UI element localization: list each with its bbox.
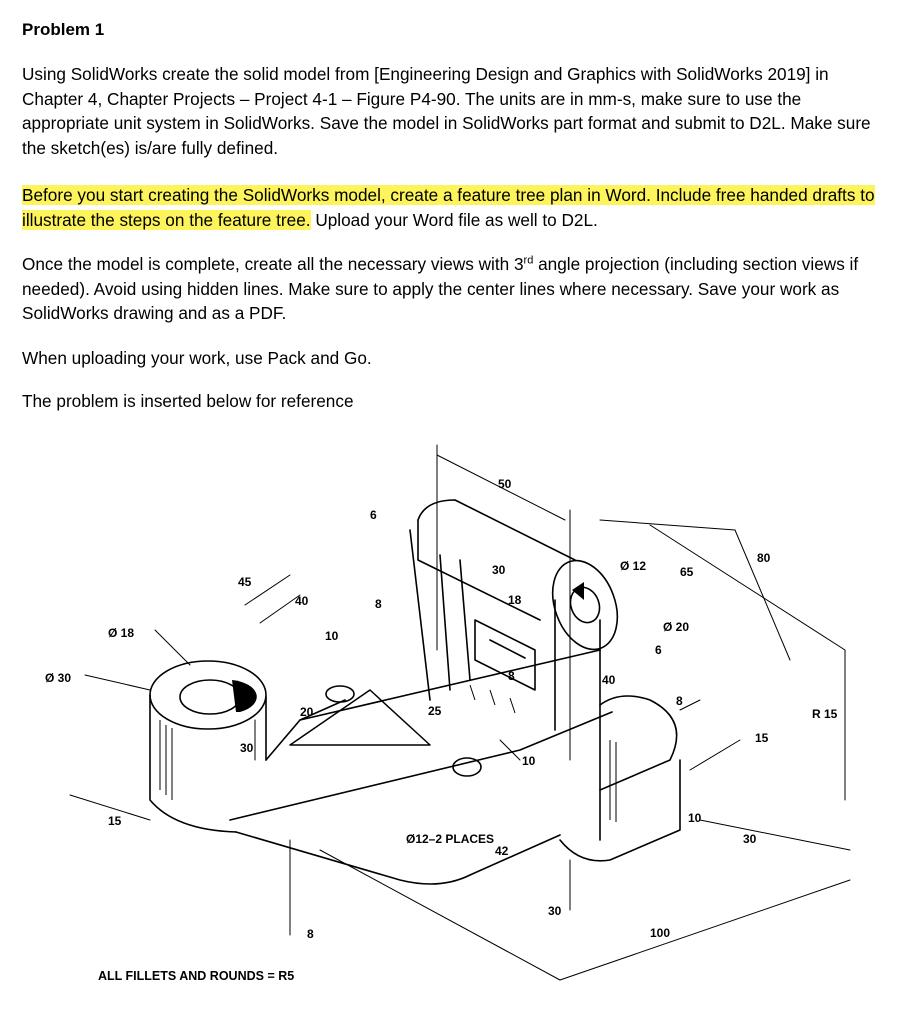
dim-40-right: 40 [602, 673, 616, 687]
ordinal-superscript: rd [523, 254, 534, 267]
dim-dia-30: Ø 30 [45, 671, 72, 685]
left-boss-hole [180, 680, 240, 714]
dim-30-right: 30 [743, 832, 757, 846]
problem-title: Problem 1 [22, 20, 105, 39]
instructions-paragraph: Using SolidWorks create the solid model from [Engineering Design and Graphics with SolidWorks 2019] in Chapter 4, Chapter Projects – Project 4-1 – Figure P4-90. The units are in mm-s, make sure to use the appropriate unit system in SolidWorks. Save the model in SolidWorks part format and submit to D2L. Make sure the sketch(es) is/are fully defined. [22, 64, 871, 158]
dim-dia-12-two-places: Ø12–2 PLACES [406, 832, 495, 846]
dim-42: 42 [495, 844, 509, 858]
views-text-b: angle projection (including section views if needed). Avoid using hidden lines. Make sure to apply the center lines where necessary. Save your work as SolidWorks drawing and as a PDF. [22, 254, 859, 323]
dim-30-top: 30 [492, 563, 506, 577]
feature-tree-paragraph [22, 183, 892, 232]
dim-25: 25 [428, 704, 442, 718]
drawing-views-paragraph [22, 252, 892, 326]
dim-10-left: 10 [325, 629, 339, 643]
dim-20: 20 [300, 705, 314, 719]
dim-100: 100 [650, 926, 671, 940]
dim-65: 65 [680, 565, 694, 579]
dim-dia-20: Ø 20 [663, 620, 690, 634]
dim-6-right: 6 [655, 643, 662, 657]
dim-10-right: 10 [688, 811, 702, 825]
dim-8-slot: 8 [508, 669, 515, 683]
dim-15-right: 15 [755, 731, 769, 745]
dim-6-top: 6 [370, 508, 377, 522]
dim-45: 45 [238, 575, 252, 589]
dim-dia-12-top: Ø 12 [620, 559, 647, 573]
fillets-note: ALL FILLETS AND ROUNDS = R5 [98, 969, 295, 983]
isometric-drawing-figure [40, 425, 900, 1020]
dim-10-center: 10 [522, 754, 536, 768]
dim-8-leg: 8 [375, 597, 382, 611]
dim-r15: R 15 [812, 707, 838, 721]
dim-15-left: 15 [108, 814, 122, 828]
dim-50: 50 [498, 477, 512, 491]
views-text-a: Once the model is complete, create all the necessary views with 3 [22, 254, 524, 274]
dim-40-left: 40 [295, 594, 309, 608]
highlighted-text: Before you start creating the SolidWorks model, create a feature tree plan in Word. Include free handed drafts to illustrate the steps on the feature tree. [22, 185, 875, 230]
dim-8-right: 8 [676, 694, 683, 708]
pack-and-go-paragraph: When uploading your work, use Pack and Go. [22, 348, 372, 368]
dim-8-bottom: 8 [307, 927, 314, 941]
dim-30-bottom: 30 [548, 904, 562, 918]
dim-80: 80 [757, 551, 771, 565]
dim-18-slot: 18 [508, 593, 522, 607]
dim-30-vertical: 30 [240, 741, 254, 755]
dim-dia-18: Ø 18 [108, 626, 135, 640]
reference-paragraph: The problem is inserted below for reference [22, 391, 354, 411]
isometric-drawing [40, 425, 900, 1020]
upload-text: Upload your Word file as well to D2L. [310, 209, 598, 230]
